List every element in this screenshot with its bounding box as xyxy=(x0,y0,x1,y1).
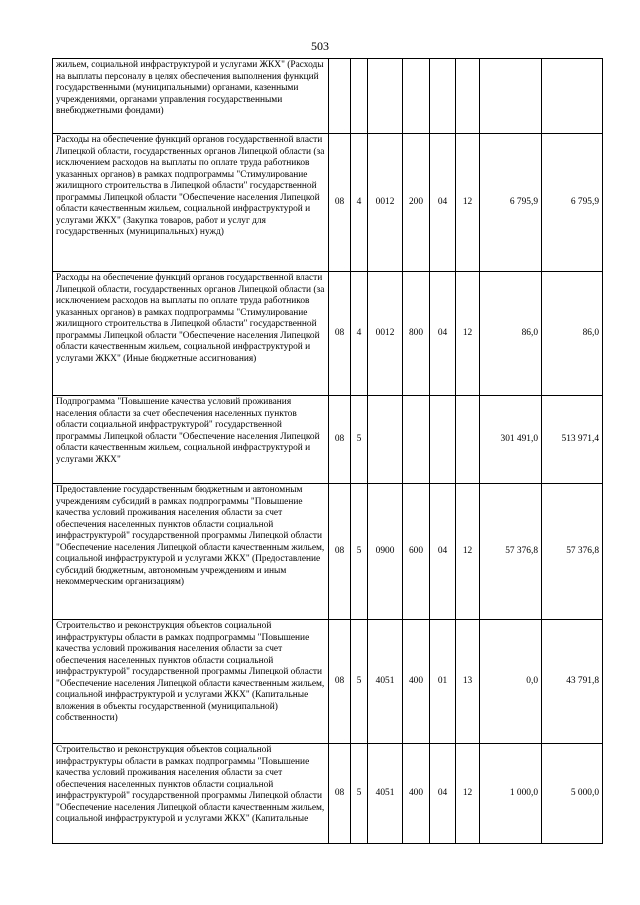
sum-year-1: 0,0 xyxy=(480,620,542,744)
target-article-code: 0012 xyxy=(368,134,403,272)
row-description: Расходы на обеспечение функций органов государственной власти Липецкой области, государственных органов Липецкой области (за исключением расходов на выплаты по оплате труда работников указанных органов) в рамках подпрограммы "Стимулирование жилищного строительства в Липецкой области" государственной программы Липецкой области "Обеспечение населения Липецкой области качественным жильем, социальной инфраструктурой и услугами ЖКХ" (Закупка товаров, работ и услуг для государственных (муниципальных) нужд) xyxy=(53,134,329,272)
row-description: Строительство и реконструкция объектов социальной инфраструктуры области в рамках подпрограммы "Повышение качества условий проживания населения области за счет обеспечения населенных пунктов области социальной инфраструктурой" государственной программы Липецкой области "Обеспечение населения Липецкой области качественным жильем, социальной инфраструктурой и услугами ЖКХ" (Капитальные xyxy=(53,744,329,844)
column-code-1: 04 xyxy=(430,744,456,844)
subsection-code: 4 xyxy=(351,134,368,272)
row-description: Подпрограмма "Повышение качества условий проживания населения области за счет обеспечения населенных пунктов области социальной инфраструктурой" государственной программы Липецкой области "Обеспечение населения Липецкой области качественным жильем, социальной инфраструктурой и услугами ЖКХ" xyxy=(53,396,329,484)
sum-year-1 xyxy=(480,59,542,134)
sum-year-1: 6 795,9 xyxy=(480,134,542,272)
column-code-2: 12 xyxy=(456,744,480,844)
subsection-code: 5 xyxy=(351,484,368,620)
sum-year-2: 57 376,8 xyxy=(542,484,603,620)
expense-type-code: 800 xyxy=(403,272,430,396)
expense-type-code xyxy=(403,59,430,134)
sum-year-2: 5 000,0 xyxy=(542,744,603,844)
section-code: 08 xyxy=(329,272,351,396)
table-row xyxy=(53,744,603,844)
sum-year-2: 43 791,8 xyxy=(542,620,603,744)
table-row xyxy=(53,59,603,134)
page-number: 503 xyxy=(311,39,329,53)
row-description: Предоставление государственным бюджетным и автономным учреждениям субсидий в рамках подпрограммы "Повышение качества условий проживания населения области за счет обеспечения населенных пунктов области социальной инфраструктурой" государственной программы Липецкой области "Обеспечение населения Липецкой области качественным жильем, социальной инфраструктурой и услугами ЖКХ" (Предоставление субсидий бюджетным, автономным учреждениям и иным некоммерческим организациям) xyxy=(53,484,329,620)
target-article-code: 0900 xyxy=(368,484,403,620)
subsection-code: 4 xyxy=(351,272,368,396)
column-code-1: 04 xyxy=(430,484,456,620)
sum-year-1: 86,0 xyxy=(480,272,542,396)
budget-table xyxy=(52,58,603,844)
column-code-2 xyxy=(456,59,480,134)
expense-type-code: 400 xyxy=(403,744,430,844)
table-row xyxy=(53,620,603,744)
target-article-code xyxy=(368,59,403,134)
column-code-2: 12 xyxy=(456,484,480,620)
sum-year-1: 57 376,8 xyxy=(480,484,542,620)
section-code xyxy=(329,59,351,134)
column-code-2 xyxy=(456,396,480,484)
row-description: Строительство и реконструкция объектов социальной инфраструктуры области в рамках подпрограммы "Повышение качества условий проживания населения области за счет обеспечения населенных пунктов области социальной инфраструктурой" государственной программы Липецкой области "Обеспечение населения Липецкой области качественным жильем, социальной инфраструктурой и услугами ЖКХ" (Капитальные вложения в объекты государственной (муниципальной) собственности) xyxy=(53,620,329,744)
sum-year-2: 6 795,9 xyxy=(542,134,603,272)
expense-type-code: 200 xyxy=(403,134,430,272)
row-description: Расходы на обеспечение функций органов государственной власти Липецкой области, государственных органов Липецкой области (за исключением расходов на выплаты по оплате труда работников указанных органов) в рамках подпрограммы "Стимулирование жилищного строительства в Липецкой области" государственной программы Липецкой области "Обеспечение населения Липецкой области качественным жильем, социальной инфраструктурой и услугами ЖКХ" (Иные бюджетные ассигнования) xyxy=(53,272,329,396)
section-code: 08 xyxy=(329,134,351,272)
target-article-code: 4051 xyxy=(368,744,403,844)
expense-type-code: 600 xyxy=(403,484,430,620)
subsection-code xyxy=(351,59,368,134)
column-code-1: 04 xyxy=(430,272,456,396)
column-code-1: 04 xyxy=(430,134,456,272)
column-code-1: 01 xyxy=(430,620,456,744)
sum-year-2 xyxy=(542,59,603,134)
sum-year-1: 1 000,0 xyxy=(480,744,542,844)
column-code-2: 12 xyxy=(456,134,480,272)
target-article-code: 0012 xyxy=(368,272,403,396)
column-code-2: 13 xyxy=(456,620,480,744)
table-row xyxy=(53,484,603,620)
row-description: жильем, социальной инфраструктурой и услугами ЖКХ" (Расходы на выплаты персоналу в целях обеспечения выполнения функций государственными (муниципальными) органами, казенными учреждениями, органами управления государственными внебюджетными фондами) xyxy=(53,59,329,134)
subsection-code: 5 xyxy=(351,396,368,484)
column-code-2: 12 xyxy=(456,272,480,396)
target-article-code: 4051 xyxy=(368,620,403,744)
section-code: 08 xyxy=(329,484,351,620)
table-row xyxy=(53,272,603,396)
table-row xyxy=(53,134,603,272)
sum-year-1: 301 491,0 xyxy=(480,396,542,484)
table-row xyxy=(53,396,603,484)
section-code: 08 xyxy=(329,620,351,744)
expense-type-code: 400 xyxy=(403,620,430,744)
target-article-code xyxy=(368,396,403,484)
sum-year-2: 513 971,4 xyxy=(542,396,603,484)
expense-type-code xyxy=(403,396,430,484)
section-code: 08 xyxy=(329,744,351,844)
subsection-code: 5 xyxy=(351,744,368,844)
subsection-code: 5 xyxy=(351,620,368,744)
column-code-1 xyxy=(430,59,456,134)
column-code-1 xyxy=(430,396,456,484)
section-code: 08 xyxy=(329,396,351,484)
sum-year-2: 86,0 xyxy=(542,272,603,396)
